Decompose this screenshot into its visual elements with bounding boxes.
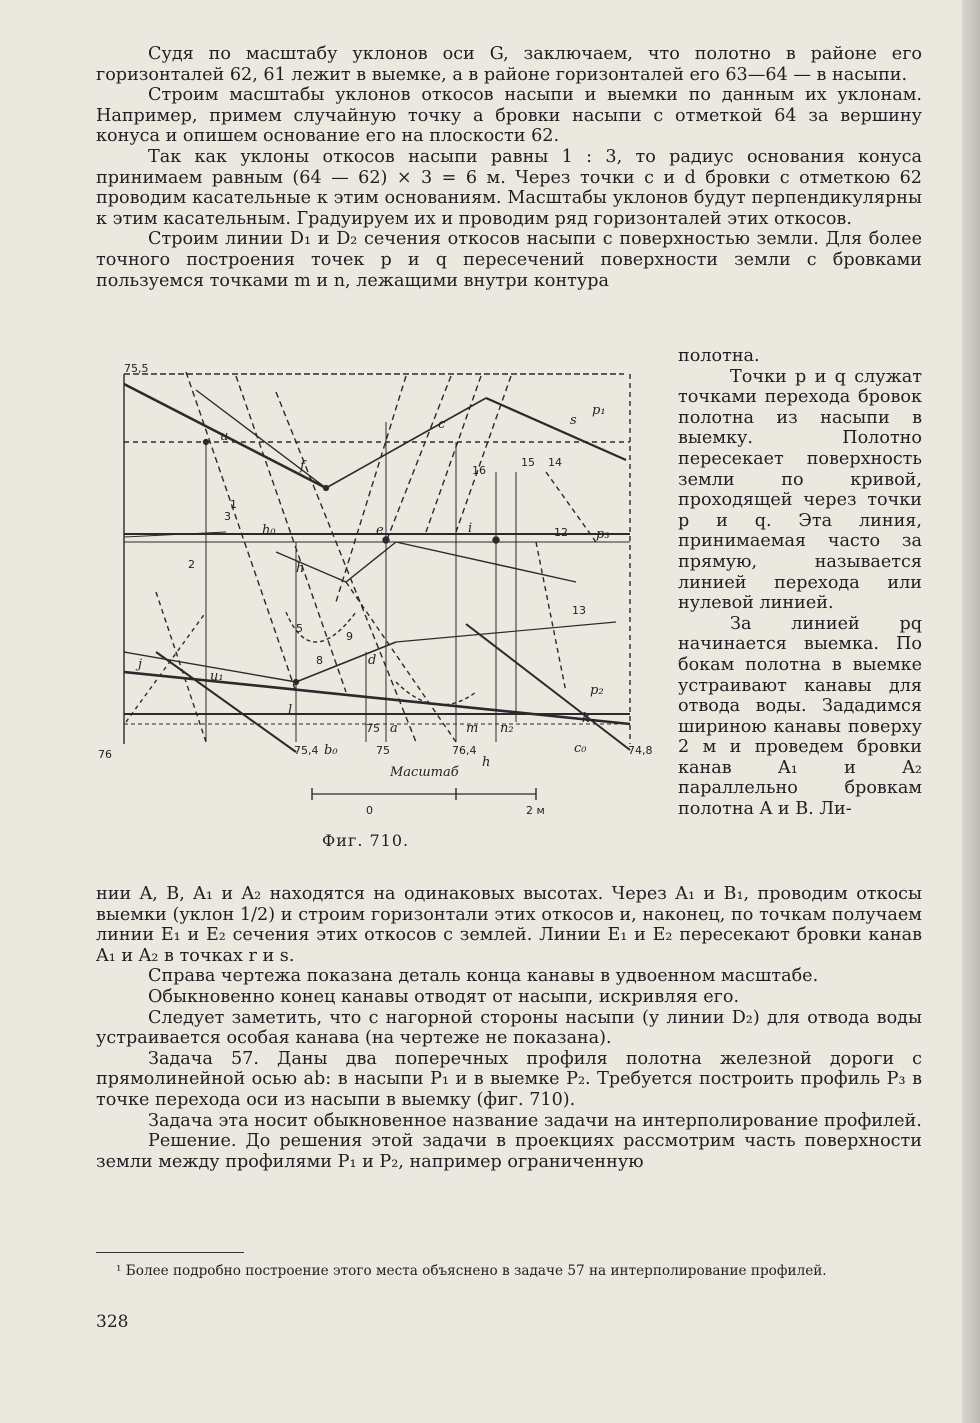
label-3: 3 [224, 510, 231, 523]
footnote: ¹ Более подробно построение этого места объяснено в задаче 57 на интерполирование профилей. [116, 1263, 827, 1279]
point-label: c [438, 417, 446, 432]
label-75-4: 75,4 [294, 744, 319, 757]
point-label: p₂ [590, 683, 604, 698]
paragraph: Решение. До решения этой задачи в проекциях рассмотрим часть поверхности земли между профилями P₁ и P₂, например ограниченную [96, 1131, 922, 1172]
point-label: s [570, 413, 577, 428]
scale-label: Масштаб [390, 765, 459, 780]
point-label: e [376, 523, 384, 538]
point-label: p₃ [596, 527, 610, 542]
paragraph: Точки p и q служат точками перехода бровок полотна из насыпи в выемку. Полотно пересекает поверхность земли по кривой, проходящей через точки p и q. Эта линия, принимаемая часто за прямую, называется линией перехода или нулевой линией. [678, 366, 922, 614]
paragraph: нии A, B, A₁ и A₂ находятся на одинаковых высотах. Через A₁ и B₁, проводим откосы выемки (уклон 1/2) и строим горизонтали этих откосов и, наконец, по точкам получаем линии E₁ и E₂ сечения этих откосов с землей. Линии E₁ и E₂ пересекают бровки канав A₁ и A₂ в точках r и s. [96, 884, 922, 966]
point-label: k [582, 711, 590, 726]
point-label: l [288, 703, 293, 718]
point-label: u [220, 429, 229, 444]
point-label: p₁ [592, 403, 606, 418]
label-76: 76 [98, 748, 112, 761]
label-8: 8 [316, 654, 323, 667]
label-13: 13 [572, 604, 586, 617]
figure-710 [96, 362, 668, 862]
label-74-8: 74,8 [628, 744, 653, 757]
label-14: 14 [548, 456, 562, 469]
paragraph: Судя по масштабу уклонов оси G, заключаем, что полотно в районе его горизонталей 62, 61 лежит в выемке, а в районе горизонталей его 63—64 — в насыпи. [96, 44, 922, 85]
figure-caption: Фиг. 710. [322, 831, 410, 850]
point-label: m [466, 721, 479, 736]
body-text-top [96, 44, 922, 291]
wrap-column-text [678, 346, 922, 820]
label-1: 1 [230, 498, 237, 511]
point-label: d [368, 653, 377, 668]
label-15: 15 [521, 456, 535, 469]
point-label: c₀ [574, 741, 587, 756]
point-label: j [138, 657, 143, 672]
point-label: h [296, 561, 305, 576]
point-label: a [390, 721, 398, 736]
scale-tick-2m: 2 м [526, 804, 545, 817]
point-label: u₁ [210, 669, 224, 684]
page-edge-shadow [962, 0, 980, 1423]
label-9: 9 [346, 630, 353, 643]
point-label: h [482, 755, 491, 770]
scale-tick-0: 0 [366, 804, 373, 817]
paragraph: За линией pq начинается выемка. По бокам полотна в выемке устраивают канавы для отвода воды. Зададимся шириною канавы поверху 2 м и проведем бровки канав A₁ и A₂ параллельно бровкам полотна A и B. Ли- [678, 613, 922, 820]
paragraph: Справа чертежа показана деталь конца канавы в удвоенном масштабе. [148, 966, 819, 987]
point-label: f [300, 459, 305, 474]
point-label: n₂ [500, 721, 514, 736]
label-75-5: 75,5 [124, 362, 149, 375]
point-label: i [468, 521, 473, 536]
label-75-a: 75 [366, 722, 380, 735]
body-text-bottom [96, 884, 922, 1172]
label-16: 16 [472, 464, 486, 477]
footnote-divider [96, 1252, 244, 1253]
point-label: h₀ [262, 523, 276, 538]
paragraph: Строим масштабы уклонов откосов насыпи и выемки по данным их уклонам. Например, примем случайную точку a бровки насыпи с отметкой 64 за вершину конуса и опишем основание его на плоскости 62. [96, 85, 922, 147]
label-12: 12 [554, 526, 568, 539]
paragraph: Следует заметить, что с нагорной стороны насыпи (у линии D₂) для отвода воды устраивается особая канава (на чертеже не показана). [96, 1007, 922, 1049]
paragraph: Задача эта носит обыкновенное название задачи на интерполирование профилей. [148, 1110, 922, 1131]
paragraph: Обыкновенно конец канавы отводят от насыпи, искривляя его. [148, 986, 740, 1007]
label-5: 5 [296, 622, 303, 635]
paragraph: Задача 57. Даны два поперечных профиля полотна железной дороги с прямолинейной осью ab: в насыпи P₁ и в выемке P₂. Требуется построить профиль P₃ в точке перехода оси из насыпи в выемку (фиг. 710). [96, 1048, 922, 1110]
paragraph: Строим линии D₁ и D₂ сечения откосов насыпи с поверхностью земли. Для более точного построения точек p и q пересечений поверхности земли с бровками пользуемся точками m и n, лежащими внутри контура [96, 229, 922, 291]
page-number: 328 [96, 1312, 129, 1332]
label-75: 75 [376, 744, 390, 757]
paragraph: полотна. [678, 346, 760, 366]
point-label: b₀ [324, 743, 338, 758]
figure-drawing [96, 362, 668, 862]
label-76-4: 76,4 [452, 744, 477, 757]
paragraph: Так как уклоны откосов насыпи равны 1 : 3, то радиус основания конуса принимаем равным (64 — 62) × 3 = 6 м. Через точки c и d бровки с отметкою 62 проводим касательные к этим основаниям. Масштабы уклонов будут перпендикулярны к этим касательным. Градуируем их и проводим ряд горизонталей этих откосов. [96, 146, 922, 229]
label-2: 2 [188, 558, 195, 571]
